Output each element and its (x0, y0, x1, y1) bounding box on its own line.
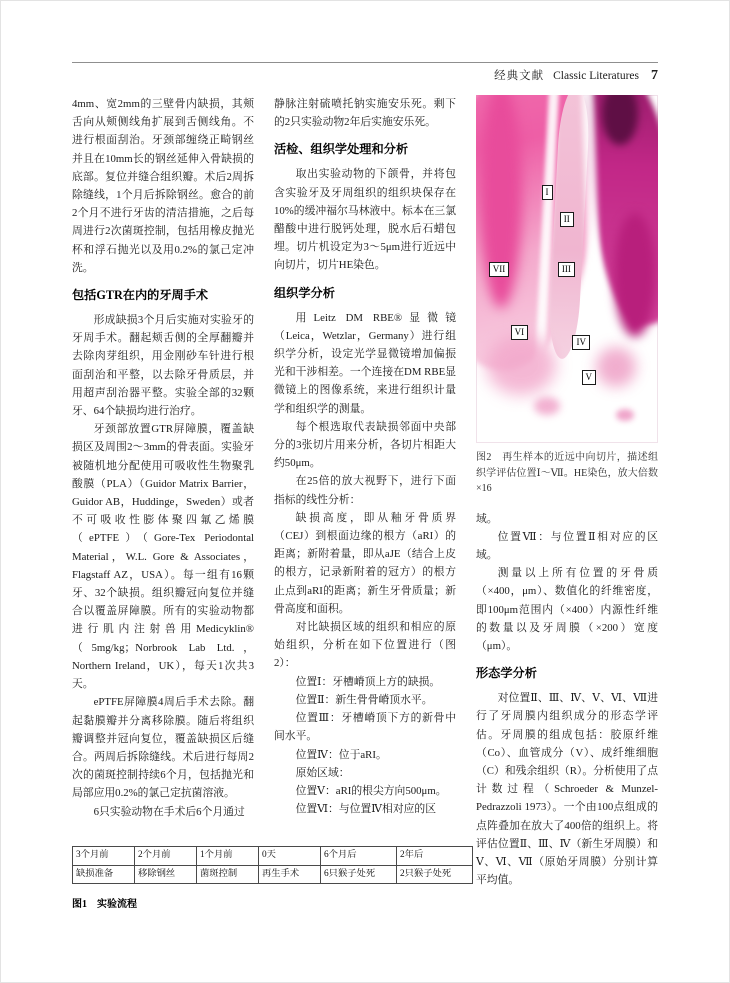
paragraph: 4mm、宽2mm的三壁骨内缺损，其颊舌向从颊侧线角扩展到舌侧线角。不进行根面刮治。牙颈部缠绕正畸钢丝并且在10mm长的钢丝延伸入骨缺损的底部。复位并缝合组织瓣。术后2周拆除缝线，1个月后拆除钢丝。愈合的前2个月不进行牙齿的清洁措施，之后每周进行2次菌斑控制，包括用橡皮抛光杯和浮石抛光以及用0.2%的氯己定冲洗。 (72, 98, 254, 274)
timeline-cell: 2个月前 (135, 847, 197, 866)
paragraph-position-4: 位置Ⅳ：位于aRI。 (295, 748, 387, 761)
timeline-cell: 3个月前 (73, 847, 135, 866)
page-content (72, 95, 658, 889)
paragraph: 缺损高度，即从釉牙骨质界（CEJ）到根面边缘的根方（aRI）的距离；新附着量，即从aJE（结合上皮的根方，记录新附着的冠方）的根方止点到aRI的距离；新生牙骨质量；新骨高度和面积。 (274, 511, 456, 615)
paragraph: 静脉注射硫喷托钠实施安乐死。剩下的2只实验动物2年后实施安乐死。 (274, 98, 456, 129)
timeline-cell: 移除钢丝 (135, 865, 197, 884)
column-middle (274, 95, 456, 818)
figure2-histology-image (476, 95, 658, 443)
heading-biopsy-processing: 活检、组织学处理和分析 (274, 142, 409, 157)
figure2-caption: 图2 再生样本的近远中向切片，描述组织学评估位置Ⅰ～Ⅶ。HE染色，放大倍数×16 (476, 452, 658, 494)
figure1-timeline (72, 846, 472, 910)
page-number: 7 (651, 68, 658, 83)
heading-gtr-surgery: 包括GTR在内的牙周手术 (72, 288, 209, 303)
paragraph-position-3: 位置Ⅲ：牙槽嵴顶下方的新骨中间水平。 (274, 712, 456, 743)
paragraph-position-5: 位置Ⅴ：aRI的根尖方向500μm。 (295, 784, 447, 797)
figure2-marker-II: II (560, 212, 574, 227)
figure2-marker-III: III (558, 262, 575, 277)
figure2-marker-IV: IV (572, 335, 590, 350)
timeline-event-row (73, 865, 473, 884)
paragraph: 取出实验动物的下颌骨，并将包含实验牙及牙周组织的组织块保存在10%的缓冲福尔马林液中。标本在三氯醋酸中进行脱钙处理，脱水后石蜡包埋。切片机设定为3～5μm进行近远中向切片，切片HE染色。 (274, 168, 456, 272)
tissue-fragment (486, 335, 556, 395)
timeline-header-row (73, 847, 473, 866)
timeline-cell: 0天 (259, 847, 321, 866)
paragraph: 6只实验动物在手术后6个月通过 (93, 805, 245, 818)
figure2-marker-VII: VII (489, 262, 510, 277)
paragraph: 域。 (476, 512, 498, 525)
paragraph-position-7: 位置Ⅶ：与位置Ⅱ相对应的区域。 (476, 530, 658, 561)
tissue-fragment (534, 397, 560, 415)
figure2 (476, 95, 658, 497)
figure1-caption: 图1 实验流程 (72, 899, 137, 910)
paragraph: 对比缺损区域的组织和相应的原始组织，分析在如下位置进行（图2）： (274, 621, 456, 670)
column-right-text (476, 510, 658, 890)
timeline-cell: 2年后 (397, 847, 473, 866)
paragraph: ePTFE屏障膜4周后手术去除。翻起黏膜瓣并分离移除膜。随后将组织瓣调整并冠向复位，覆盖缺损区后缝合。两周后拆除缝线。术后进行每周2次的菌斑控制持续6个月，包括抛光和局部应用0.2%的氯己定抗菌溶液。 (72, 696, 254, 800)
heading-histology-analysis: 组织学分析 (274, 285, 335, 300)
column-right (476, 95, 658, 889)
paragraph: 牙颈部放置GTR屏障膜，覆盖缺损区及周围2～3mm的骨表面。实验牙被随机地分配使用可吸收性生物聚乳酸膜（PLA）（Guidor Matrix Barrier，Guidor AB，Huddinge，Sweden）或者不可吸收性膨体聚四氟乙烯膜（ePTFE）（Gore-Tex Periodontal Material，W.L. Gore & Associates，Flagstaff AZ，USA）。每一组有16颗牙、32个缺损。组织瓣冠向复位并缝合以覆盖屏障膜。所有的实验动物都进行肌内注射兽用Medicyklin®（5mg/kg；Norbrook Lab Ltd.，Northern Ireland，UK），每天1次共3天。 (72, 423, 254, 691)
timeline-cell: 菌斑控制 (197, 865, 259, 884)
timeline-cell: 缺损准备 (73, 865, 135, 884)
timeline-cell: 2只猴子处死 (397, 865, 473, 884)
figure2-marker-VI: VI (511, 325, 529, 340)
tissue-fragment (616, 409, 634, 421)
paragraph: 形成缺损3个月后实施对实验牙的牙周手术。翻起颊舌侧的全厚翻瓣并去除肉芽组织，用金刚砂车针进行根面刮治和平整，以去除牙骨质层，并用超声刮治器平整。实验全部的32颗牙、64个缺损均进行治疗。 (72, 314, 254, 418)
paragraph: 原始区域： (295, 766, 350, 779)
tissue-fragment (596, 347, 636, 387)
section-title-en: Classic Literatures (553, 70, 639, 82)
page-header (494, 67, 658, 84)
tissue-blob (614, 213, 656, 337)
paragraph: 在25倍的放大视野下，进行下面指标的线性分析： (274, 475, 456, 506)
paragraph: 对位置Ⅱ、Ⅲ、Ⅳ、Ⅴ、Ⅵ、Ⅶ进行了牙周膜内组织成分的形态学评估。牙周膜的组成包括：胶原纤维（Co）、血管成分（V）、成纤维细胞（C）和残余组织（R）。分析使用了点计数过程（Schroeder & Munzel-Pedrazzoli 1973）。一个由100点组成的点阵叠加在放大了400倍的组织上。将评估位置Ⅱ、Ⅲ、Ⅳ（新生牙周膜）和Ⅴ、Ⅵ、Ⅶ（原始牙周膜）分别计算平均值。 (476, 692, 658, 887)
figure2-marker-V: V (582, 370, 597, 385)
paragraph: 每个根选取代表缺损邻面中央部分的3张切片用来分析，各切片相距大约50μm。 (274, 420, 456, 470)
timeline-cell: 再生手术 (259, 865, 321, 884)
paragraph: 测量以上所有位置的牙骨质（×400，μm）、数值化的纤维密度，即100μm范围内（×400）内源性纤维的数量以及牙周膜（×200）宽度（μm）。 (476, 567, 658, 652)
figure2-marker-I: I (542, 185, 553, 200)
timeline-table (72, 846, 473, 884)
paragraph: 用Leitz DM RBE®显微镜（Leica，Wetzlar，Germany）进行组织学分析，设定光学显微镜增加偏振光和干涉相差。一个连接在DM RBE显微镜上的图像系统，来进行组织计量学和组织学的测量。 (274, 311, 456, 415)
paragraph-position-1: 位置Ⅰ：牙槽嵴顶上方的缺损。 (295, 675, 441, 688)
section-title-zh: 经典文献 (494, 70, 545, 82)
timeline-cell: 6只猴子处死 (321, 865, 397, 884)
timeline-cell: 6个月后 (321, 847, 397, 866)
header-rule (72, 62, 658, 63)
timeline-cell: 1个月前 (197, 847, 259, 866)
heading-morphology-analysis: 形态学分析 (476, 666, 537, 681)
paragraph-position-6: 位置Ⅵ：与位置Ⅳ相对应的区 (295, 803, 437, 816)
paragraph-position-2: 位置Ⅱ：新生骨骨嵴顶水平。 (295, 693, 433, 706)
column-left (72, 95, 254, 821)
